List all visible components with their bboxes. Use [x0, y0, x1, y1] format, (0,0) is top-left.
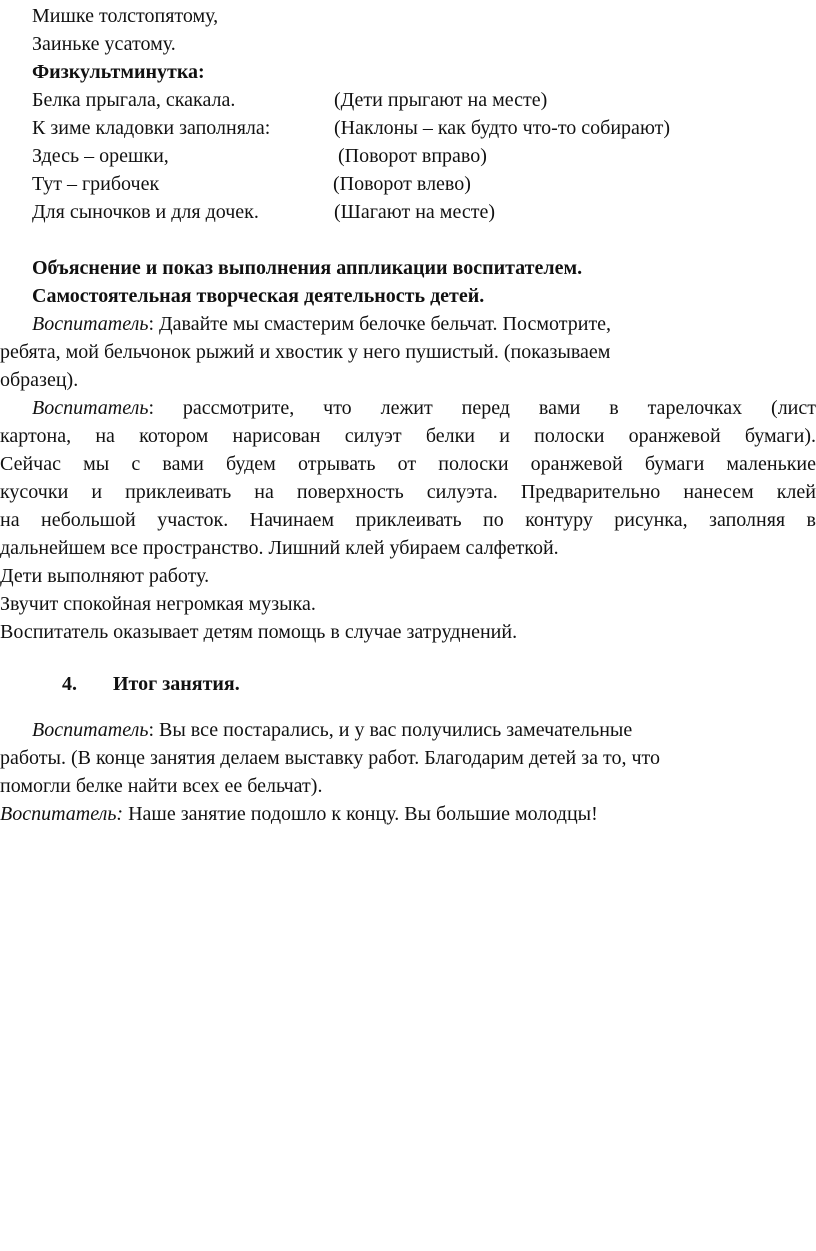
speaker-label: Воспитатель	[32, 397, 149, 419]
paragraph-line: дальнейшем все пространство. Лишний клей убираем салфеткой.	[0, 537, 559, 559]
paragraph-line: картона, на котором нарисован силуэт белки и полоски оранжевой бумаги).	[0, 425, 816, 447]
section-number: 4.	[62, 673, 77, 695]
warmup-row-text: Белка прыгала, скакала.	[32, 89, 236, 111]
paragraph-line: Воспитатель: Вы все постарались, и у вас получились замечательные	[32, 719, 633, 741]
warmup-row-action: (Шагают на месте)	[334, 201, 495, 223]
warmup-row-action: (Дети прыгают на месте)	[334, 89, 548, 111]
paragraph-line: работы. (В конце занятия делаем выставку работ. Благодарим детей за то, что	[0, 747, 661, 769]
paragraph-line: Воспитатель: рассмотрите, что лежит перед вами в тарелочках (лист	[32, 397, 816, 419]
section-title: Итог занятия.	[113, 673, 240, 695]
warmup-row-text: Для сыночков и для дочек.	[32, 201, 259, 223]
speaker-label: Воспитатель	[32, 313, 149, 335]
section-heading: Самостоятельная творческая деятельность детей.	[32, 285, 485, 307]
warmup-row-text: Здесь – орешки,	[32, 145, 169, 167]
warmup-heading: Физкультминутка:	[32, 61, 205, 83]
paragraph-line: Воспитатель: Наше занятие подошло к концу. Вы большие молодцы!	[0, 803, 598, 825]
paragraph-line: Сейчас мы с вами будем отрывать от полоски оранжевой бумаги маленькие	[0, 453, 816, 475]
paragraph-line: Воспитатель: Давайте мы смастерим белочке бельчат. Посмотрите,	[32, 313, 612, 335]
poem-line-1: Мишке толстопятому,	[32, 5, 219, 27]
note-line: Дети выполняют работу.	[0, 565, 210, 587]
poem-line-2: Заиньке усатому.	[32, 33, 176, 55]
paragraph-line: кусочки и приклеивать на поверхность силуэта. Предварительно нанесем клей	[0, 481, 816, 503]
speaker-label: Воспитатель:	[0, 803, 124, 825]
warmup-row-text: К зиме кладовки заполняла:	[32, 117, 271, 139]
warmup-row-action: (Наклоны – как будто что-то собирают)	[334, 117, 671, 139]
paragraph-line: на небольшой участок. Начинаем приклеивать по контуру рисунка, заполняя в	[0, 509, 816, 531]
note-line: Звучит спокойная негромкая музыка.	[0, 593, 316, 615]
speaker-label: Воспитатель	[32, 719, 149, 741]
warmup-row-action: (Поворот влево)	[333, 173, 471, 195]
section-heading: Объяснение и показ выполнения аппликации воспитателем.	[32, 257, 583, 279]
paragraph-line: помогли белке найти всех ее бельчат).	[0, 775, 323, 797]
warmup-row-action: (Поворот вправо)	[338, 145, 487, 167]
warmup-row-text: Тут – грибочек	[32, 173, 160, 195]
paragraph-line: ребята, мой бельчонок рыжий и хвостик у него пушистый. (показываем	[0, 341, 611, 363]
paragraph-line: образец).	[0, 369, 79, 391]
note-line: Воспитатель оказывает детям помощь в случае затруднений.	[0, 621, 518, 643]
